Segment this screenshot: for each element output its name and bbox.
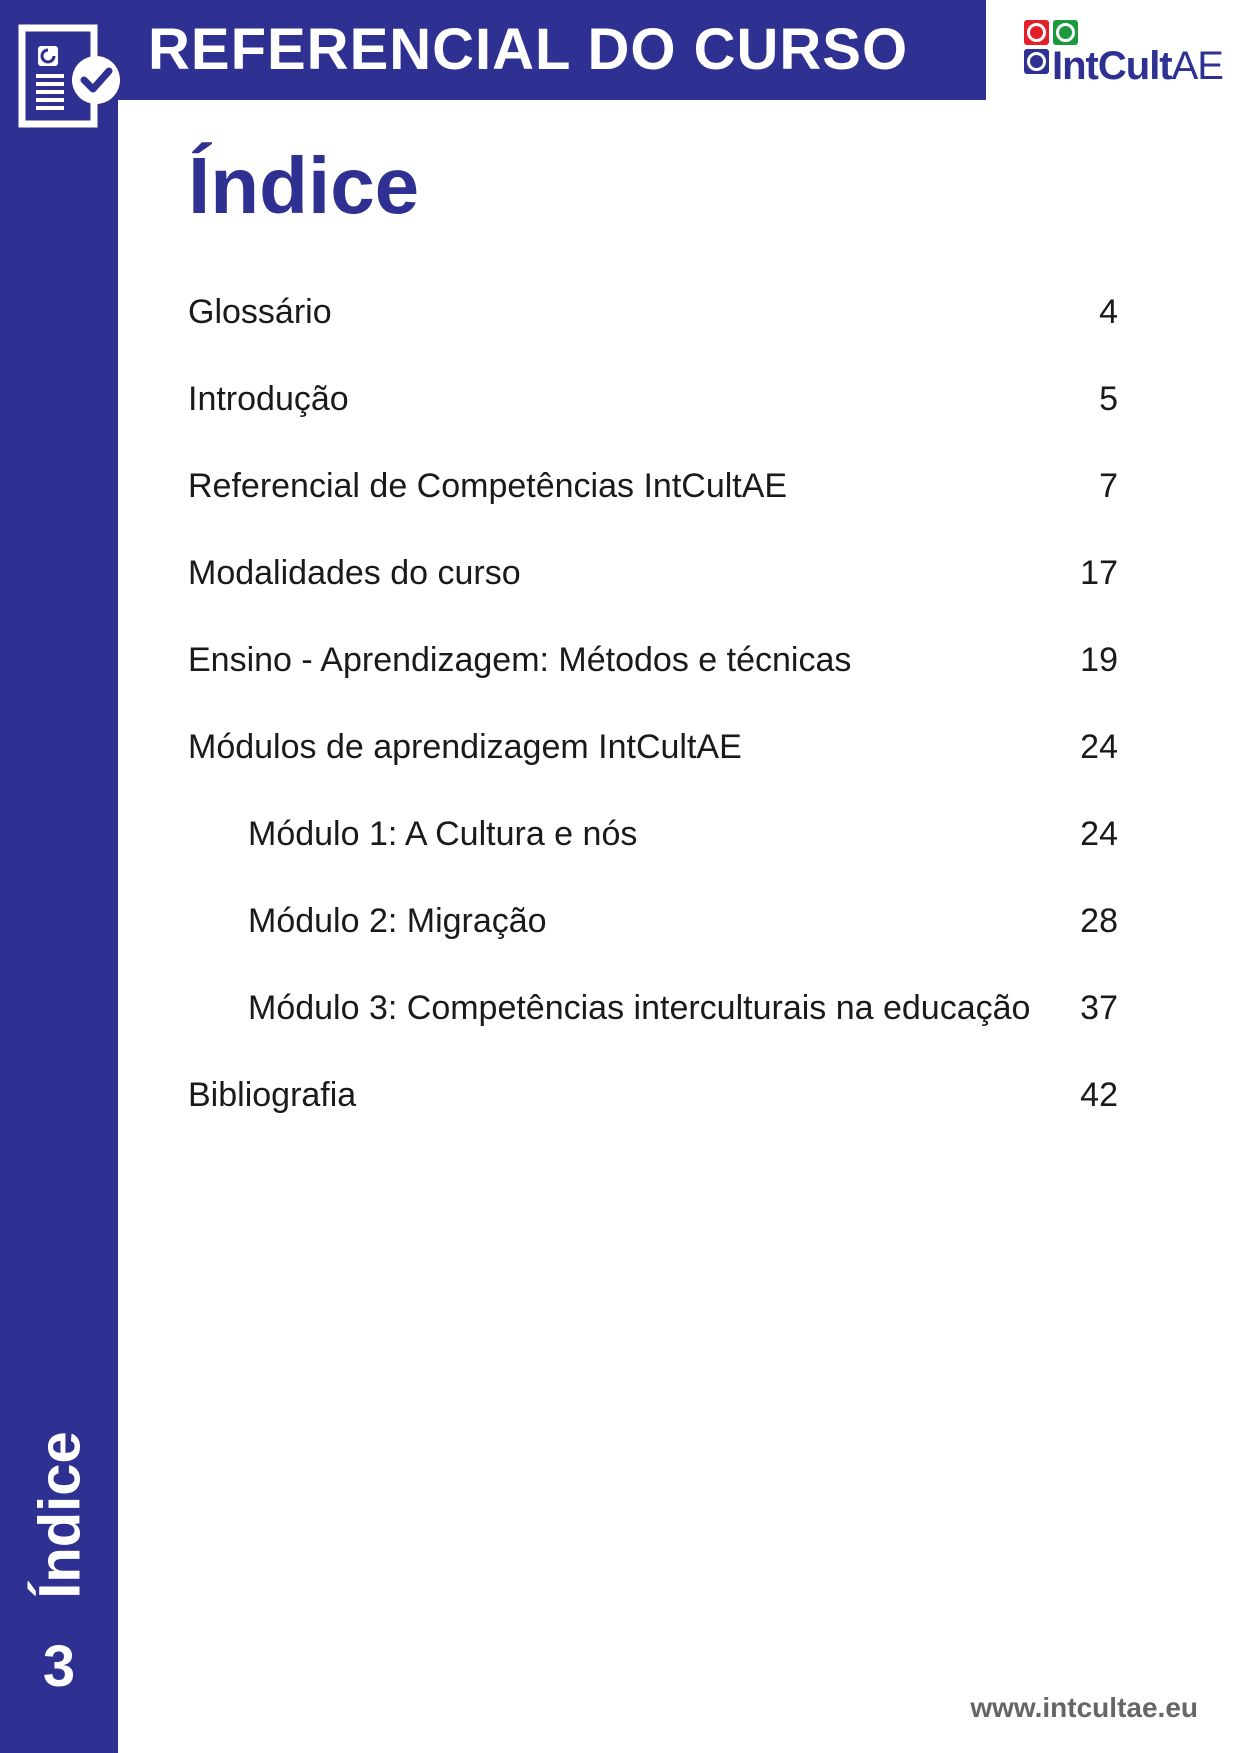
toc-entry-label: Módulo 3: Competências interculturais na educação [248, 989, 1031, 1027]
toc-entry-label: Referencial de Competências IntCultAE [188, 467, 788, 505]
toc-entry-page: 17 [1080, 554, 1118, 592]
intcultae-logo [1022, 18, 1223, 88]
sidebar-section-label: Índice [27, 1431, 93, 1599]
toc-entry-label: Módulos de aprendizagem IntCultAE [188, 728, 742, 766]
toc-entry-page: 4 [1099, 293, 1118, 331]
toc-entry-label: Introdução [188, 380, 349, 418]
toc-entry-page: 19 [1080, 641, 1118, 679]
toc-entry-page: 24 [1080, 728, 1118, 766]
page-number: 3 [42, 1634, 76, 1699]
toc-entry[interactable] [188, 280, 1118, 367]
toc-entry[interactable] [188, 541, 1118, 628]
toc-entry-page: 37 [1080, 989, 1118, 1027]
toc-entry-page: 42 [1080, 1076, 1118, 1114]
toc-entry[interactable] [188, 628, 1118, 715]
toc-entry-label: Módulo 1: A Cultura e nós [248, 815, 638, 853]
toc-entry-page: 28 [1080, 902, 1118, 940]
toc-entry[interactable] [188, 454, 1118, 541]
toc-entry[interactable] [188, 1063, 1118, 1150]
toc-entry-label: Bibliografia [188, 1076, 357, 1114]
toc-entry[interactable] [188, 802, 1118, 889]
toc-entry-label: Módulo 2: Migração [248, 902, 547, 940]
toc-entry[interactable] [188, 889, 1118, 976]
page-title: Índice [188, 141, 420, 230]
toc-entry-label: Glossário [188, 293, 332, 331]
toc-entry-page: 5 [1099, 380, 1118, 418]
header-title: REFERENCIAL DO CURSO [148, 17, 909, 82]
toc-entry-page: 24 [1080, 815, 1118, 853]
toc-entry[interactable] [188, 367, 1118, 454]
toc-entry-page: 7 [1099, 467, 1118, 505]
toc-entry[interactable] [188, 715, 1118, 802]
table-of-contents [188, 280, 1118, 1150]
document-check-icon [18, 24, 122, 132]
toc-entry[interactable] [188, 976, 1118, 1063]
toc-entry-label: Modalidades do curso [188, 554, 521, 592]
website-link[interactable]: www.intcultae.eu [970, 1692, 1198, 1723]
toc-entry-label: Ensino - Aprendizagem: Métodos e técnicas [188, 641, 852, 679]
logo-wordmark: IntCultAE [1052, 44, 1223, 88]
